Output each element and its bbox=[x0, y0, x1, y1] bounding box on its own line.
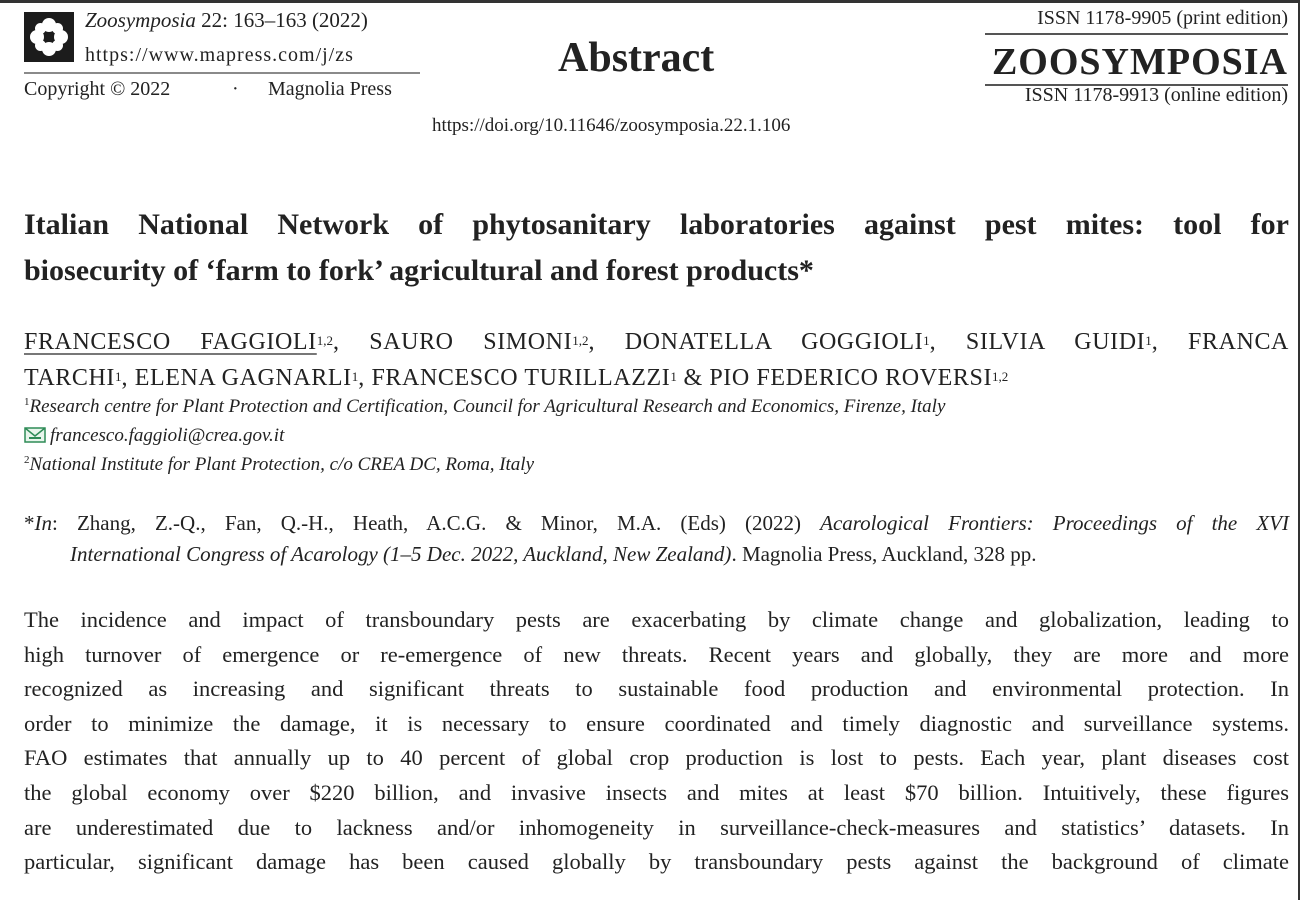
affiliation-number: 2 bbox=[24, 454, 30, 466]
abstract-line: order to minimize the damage, it is necessary to ensure coordinated and timely diagnostic and surveillance systems. bbox=[24, 710, 1289, 736]
header-divider-right-top bbox=[985, 33, 1288, 35]
email-link[interactable]: francesco.faggioli@crea.gov.it bbox=[50, 425, 285, 446]
proceedings-note bbox=[24, 508, 1289, 570]
affiliation-2 bbox=[24, 454, 534, 476]
journal-volume-pages: 22: 163–163 (2022) bbox=[195, 8, 368, 32]
email-line bbox=[24, 425, 284, 447]
issn-online: ISSN 1178-9913 (online edition) bbox=[1024, 84, 1288, 106]
abstract-line: particular, significant damage has been caused globally by transboundary pests against the background of climate bbox=[24, 849, 1289, 875]
copyright-text: Copyright © 2022 bbox=[24, 78, 171, 100]
affiliation-marker: 1 bbox=[1145, 333, 1152, 348]
issn-print: ISSN 1178-9905 (print edition) bbox=[1037, 7, 1288, 29]
author-name: , FRANCA bbox=[1151, 329, 1289, 355]
footnote-star: * bbox=[24, 511, 35, 535]
affiliation-marker: 1,2 bbox=[572, 333, 589, 348]
author-list bbox=[24, 324, 1289, 396]
proceedings-publisher: . Magnolia Press, Auckland, 328 pp. bbox=[731, 542, 1037, 566]
in-label: In bbox=[34, 511, 52, 535]
author-name: TARCHI bbox=[24, 365, 116, 391]
affiliation-marker: 1,2 bbox=[992, 369, 1009, 384]
journal-brand: ZOOSYMPOSIA bbox=[991, 41, 1288, 83]
proceedings-title: Acarological Frontiers: Proceedings of the XVI bbox=[820, 511, 1289, 535]
affiliation-marker: 1 bbox=[115, 369, 122, 384]
abstract-line: FAO estimates that annually up to 40 percent of global crop production is lost to pests. Each year, plant diseases cost bbox=[24, 745, 1289, 771]
title-line: biosecurity of ‘farm to fork’ agricultural and forest products* bbox=[24, 254, 814, 287]
article-title bbox=[24, 202, 1289, 294]
author-name: , ELENA GAGNARLI bbox=[121, 365, 352, 391]
affiliation-number: 1 bbox=[24, 396, 30, 408]
proceedings-line bbox=[24, 508, 1289, 539]
author-name: , DONATELLA GOGGIOLI bbox=[588, 329, 924, 355]
author-line bbox=[24, 360, 1289, 396]
page-top-border bbox=[0, 0, 1300, 3]
journal-logo bbox=[24, 12, 74, 62]
title-line: Italian National Network of phytosanitary laboratories against pest mites: tool for bbox=[24, 208, 1289, 241]
publisher-name: Magnolia Press bbox=[268, 78, 392, 100]
abstract-line: recognized as increasing and significant threats to sustainable food production and environmental protection. In bbox=[24, 676, 1289, 702]
header-separator-dot: · bbox=[232, 78, 239, 100]
proceedings-title: International Congress of Acarology (1–5 Dec. 2022, Auckland, New Zealand) bbox=[70, 542, 732, 566]
doi-link[interactable]: https://doi.org/10.11646/zoosymposia.22.1.106 bbox=[432, 115, 791, 136]
envelope-icon bbox=[24, 427, 46, 443]
journal-name: Zoosymposia bbox=[85, 8, 196, 32]
proceedings-line bbox=[24, 539, 1289, 570]
abstract-line: The incidence and impact of transboundary pests are exacerbating by climate change and globalization, leading to bbox=[24, 607, 1289, 632]
proceedings-editors: : Zhang, Z.-Q., Fan, Q.-H., Heath, A.C.G. & Minor, M.A. (Eds) (2022) bbox=[52, 511, 821, 535]
affiliation-text: Research centre for Plant Protection and Certification, Council for Agricultural Research and Economics, Firenze, Italy bbox=[29, 396, 946, 417]
author-name: , FRANCESCO TURILLAZZI bbox=[358, 365, 671, 391]
journal-citation bbox=[85, 8, 368, 33]
affiliation-marker: 1 bbox=[351, 369, 359, 384]
author-name: , SAURO SIMONI bbox=[333, 329, 573, 355]
flower-logo-icon bbox=[24, 12, 74, 62]
journal-url-link[interactable]: https://www.mapress.com/j/zs bbox=[85, 44, 354, 66]
abstract-line: the global economy over $220 billion, and invasive insects and mites at least $70 billion. Intuitively, these figures bbox=[24, 779, 1289, 805]
abstract-line: are underestimated due to lackness and/or inhomogeneity in surveillance-check-measures and statistics’ datasets. In bbox=[24, 814, 1289, 840]
author-name: , SILVIA GUIDI bbox=[929, 329, 1146, 355]
affiliation-text: National Institute for Plant Protection, c/o CREA DC, Roma, Italy bbox=[29, 454, 535, 475]
header-divider-left bbox=[24, 72, 420, 74]
affiliation-marker: 1 bbox=[670, 369, 677, 384]
author-line bbox=[24, 324, 1289, 360]
affiliation-marker: 1,2 bbox=[316, 333, 334, 348]
abstract-line: high turnover of emergence or re-emergence of new threats. Recent years and globally, they are more and more bbox=[24, 641, 1289, 667]
section-heading: Abstract bbox=[558, 35, 715, 81]
corresponding-author[interactable]: FRANCESCO FAGGIOLI bbox=[24, 329, 317, 355]
abstract-body bbox=[24, 603, 1289, 880]
author-name: & PIO FEDERICO ROVERSI bbox=[676, 365, 993, 391]
affiliation-1 bbox=[24, 396, 945, 418]
affiliation-marker: 1 bbox=[923, 333, 930, 348]
